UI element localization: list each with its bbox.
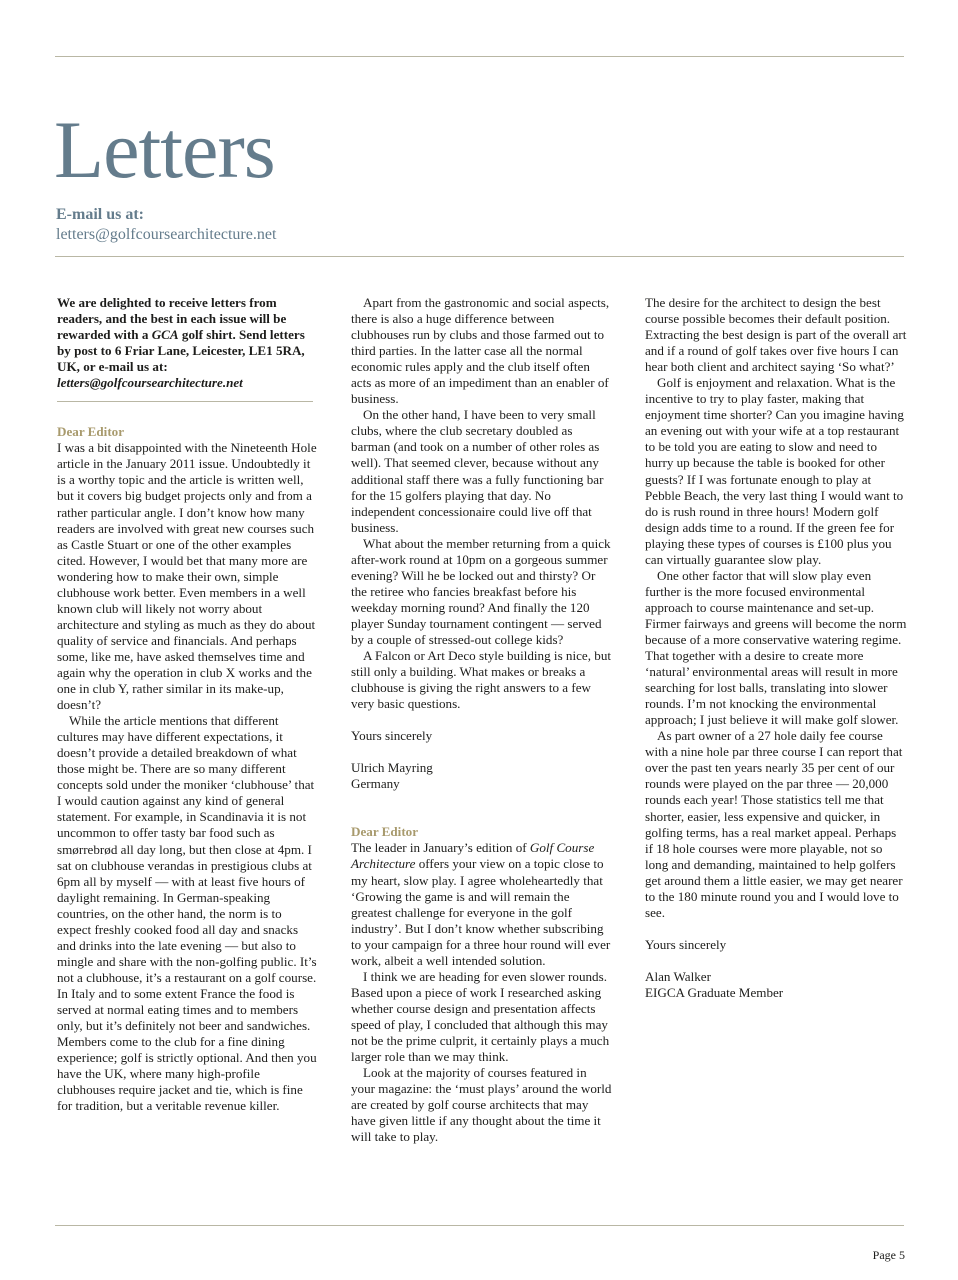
letter-2-salutation: Dear Editor	[351, 824, 419, 840]
letter-2-paragraph: Golf is enjoyment and relaxation. What is the incentive to try to play faster, making that enjoyment time shorter? Can you imagine having an evening out with your wife at a top restaurant to be told you are eating to slow and need to hurry up because the table is booked for other guests? If I was fortunate enough to play at Pebble Beach, the very last thing I would want to do is rush round in three hours! Modern golf design adds time to a round. If the green fee for playing these types of courses is £100 plus you can virtually guarantee slow play.	[645, 375, 904, 567]
letter-1-paragraph: A Falcon or Art Deco style building is nice, but still only a building. What makes or breaks a clubhouse is giving the right answers to a few very basic questions.	[351, 648, 612, 712]
letter-2-paragraph: One other factor that will slow play even further is the more focused environmental approach to course maintenance and set-up. Firmer fairways and greens will become the norm because of a more conservative watering regime. That together with a desire to create more ‘natural’ environmental areas will result in more searching for lost balls, translating into slower rounds. I’m not knocking the environmental approach; I just believe it will make golf slower.	[645, 567, 907, 728]
letter-1-paragraph: I was a bit disappointed with the Nineteenth Hole article in the January 2011 issue. Undoubtedly it is a worthy topic and the article is written well, but it covers big budget projects only and from a rather particular angle. I don’t know how many readers are involved with great new courses such as Castle Stuart or one of the other examples cited. However, I would bet that many more are wondering how to make their own, simple clubhouse work better. Even members in a well known club will likely not worry about architecture and styling as much as they do about quality of service and financials. And perhaps some, like me, have asked themselves time and again why the operation in club X works and the one in club Y, rather similar in its make-up, doesn’t?	[57, 440, 317, 713]
top-rule	[55, 56, 904, 57]
letter-2-paragraph: As part owner of a 27 hole daily fee course with a nine hole par three course I can report that over the past ten years nearly 35 per cent of our rounds were played on the par three — 20,000 rounds each year! Those statistics tell me that shorter, easier, less expensive and quicker, in golfing terms, has a real market appeal. Perhaps if 18 hole courses were more playable, not so long and demanding, maintained to help golfers get around them a little easier, we may get nearer to the 180 minute round you and I would love to see.	[645, 728, 903, 920]
spacer	[645, 921, 907, 937]
page-number: Page 5	[872, 1248, 905, 1262]
letter-1-paragraph: While the article mentions that different cultures may have different expectations, it doesn’t provide a detailed breakdown of what those might be. There are so many different concepts sold under the moniker ‘clubhouse’ that I would caution against any kind of general statement. For example, in Scandinavia it is not uncommon to offer tasty bar food such as smørrebrød all day long, but then close at 4pm. I sat on clubhouse verandas in prestigious clubs at 6pm all by myself — with at least five hours of daylight remaining. In German-speaking countries, on the other hand, the norm is to expect freshly cooked food all day and snacks and drinks into the late evening — but also to mingle and share with the non-golfing public. It’s not a clubhouse, it’s a restaurant on a golf course. In Italy and to some extent France the food is served at normal eating times and to members only, but it’s definitely not beer and sandwiches. Members come to the club for a fine dining experience; golf is strictly optional. And then you have the UK, where many high-profile clubhouses require jacket and tie, which is fine for tradition, but a veritable revenue killer.	[57, 713, 317, 1114]
spacer	[351, 744, 613, 760]
letter-1-paragraph: On the other hand, I have been to very small clubs, where the club secretary doubled as barman (and took on a number of other roles as well). That seemed clever, because without any additional staff there was a fully functioning bar for the 15 golfers playing that day. No independent concessionaire could live off that business.	[351, 407, 604, 535]
column-3	[645, 295, 907, 1001]
spacer	[645, 953, 907, 969]
letter-1-author: Ulrich Mayring	[351, 760, 433, 776]
letter-1-salutation: Dear Editor	[57, 424, 125, 440]
spacer	[351, 792, 613, 824]
letter-1-affiliation: Germany	[351, 776, 400, 792]
page-title: Letters	[54, 104, 275, 195]
column-2	[351, 295, 613, 1145]
letter-2-paragraph: I think we are heading for even slower rounds. Based upon a piece of work I researched asking whether course design and presentation affects speed of play, I concluded that although this may not be the prime culprit, it certainly plays a much larger role than we may think.	[351, 968, 610, 1065]
footer-rule	[55, 1225, 904, 1226]
letter-2-affiliation: EIGCA Graduate Member	[645, 984, 784, 1000]
letter-2-paragraph: The leader in January’s edition of Golf Course Architecture offers your view on a topic close to my heart, slow play. I agree wholeheartedly that ‘Growing the game is and will remain the greatest challenge for everyone in the golf industry’. But I don’t know whether subscribing to your campaign for a three hour round will ever work, albeit a well intended solution.	[351, 840, 611, 968]
column-1	[57, 295, 317, 1114]
intro-divider	[57, 401, 313, 402]
letter-1-paragraph: What about the member returning from a quick after-work round at 10pm on a gorgeous summer evening? Will he be locked out and thirsty? Or the retiree who fancies breakfast before his weekday morning round? And finally the 120 player Sunday tournament contingent — served by a couple of stressed-out college kids?	[351, 535, 611, 647]
intro-email-link[interactable]: letters@golfcoursearchitecture.net	[57, 375, 243, 391]
letter-2-paragraph: The desire for the architect to design the best course possible becomes their default position. Extracting the best design is part of the overall art and if a round of golf takes over five hours I can hear both client and architect saying ‘So what?’	[645, 295, 907, 375]
letter-1-closing: Yours sincerely	[351, 728, 433, 744]
spacer	[351, 712, 613, 728]
email-address-link[interactable]: letters@golfcoursearchitecture.net	[56, 226, 277, 243]
header-rule	[55, 256, 904, 257]
intro-text: We are delighted to receive letters from readers, and the best in each issue will be rewarded with a GCA golf shirt. Send letters by post to 6 Friar Lane, Leicester, LE1 5RA, UK, or e-mail us at: letters@golfcoursearchitecture.net	[57, 295, 305, 391]
letter-1-paragraph: Apart from the gastronomic and social aspects, there is also a huge difference between clubhouses run by clubs and those farmed out to third parties. In the latter case all the normal economic rules apply and the club itself often acts as more of an impediment than an enabler of business.	[351, 295, 610, 407]
letter-2-author: Alan Walker	[645, 968, 711, 984]
email-label: E-mail us at:	[56, 206, 144, 223]
letter-2-paragraph: Look at the majority of courses featured in your magazine: the ‘must plays’ around the world are created by golf course architects that may have given little if any thought about the time it will take to play.	[351, 1065, 612, 1145]
letter-2-closing: Yours sincerely	[645, 936, 727, 952]
